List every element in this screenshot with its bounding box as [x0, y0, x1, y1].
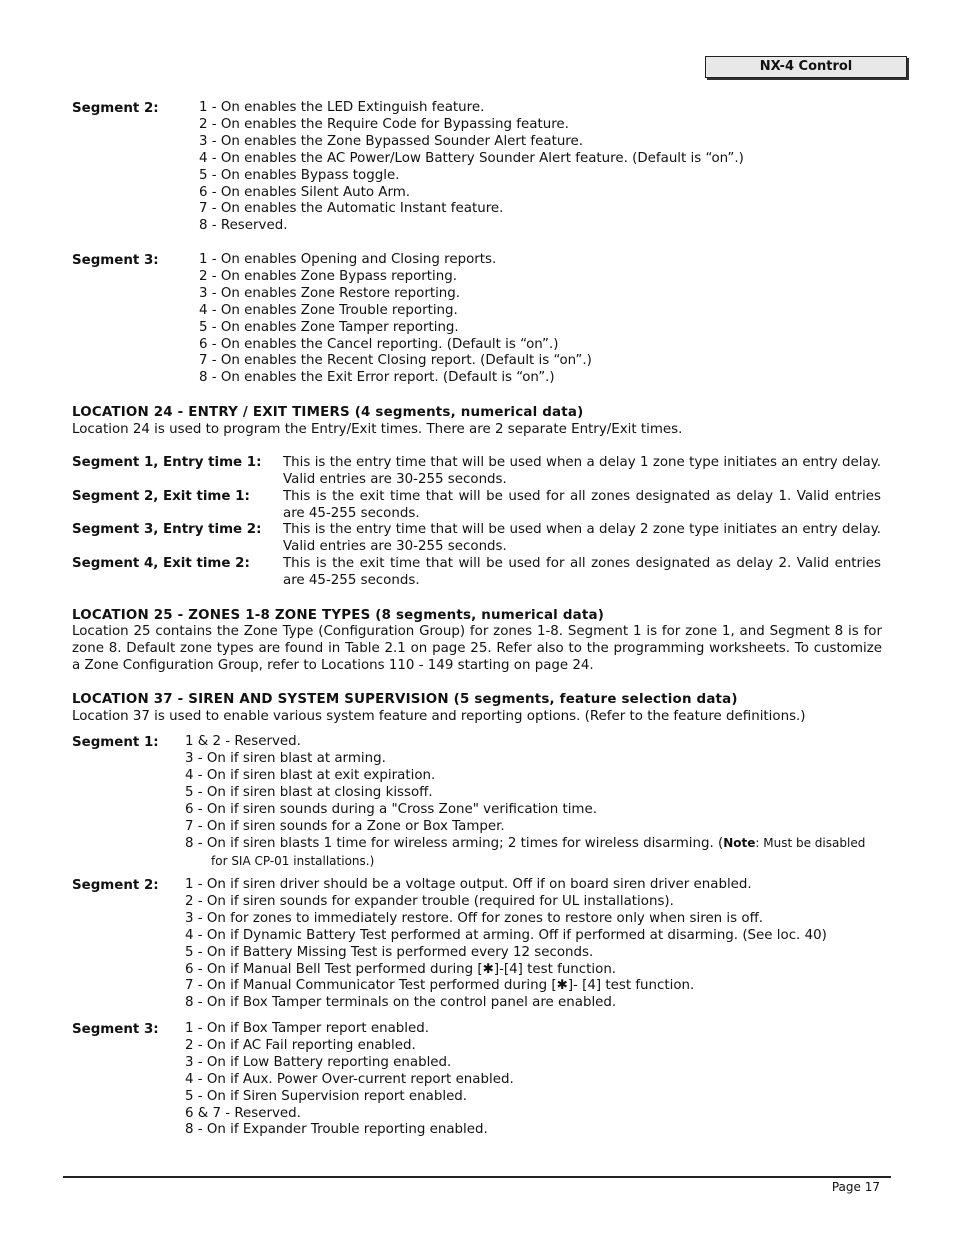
note-label: Note	[723, 836, 756, 851]
list-item: 6 - On if Manual Bell Test performed during [✱]-[4] test function.	[185, 961, 617, 977]
page-number: Page 17	[831, 1180, 880, 1194]
list-item: 4 - On if siren blast at exit expiration.	[185, 767, 436, 783]
list-item: 2 - On enables Zone Bypass reporting.	[199, 268, 458, 284]
footer-divider	[63, 1176, 891, 1178]
list-item: 8 - On if Expander Trouble reporting enabled.	[185, 1122, 488, 1138]
list-item: 3 - On if siren blast at arming.	[185, 750, 386, 766]
list-item	[185, 835, 865, 853]
list-item: 6 - On enables Silent Auto Arm.	[199, 184, 411, 200]
list-item: 2 - On enables the Require Code for Bypassing feature.	[199, 116, 569, 132]
timer-description: This is the entry time that will be used when a delay 2 zone type initiates an entry delay. Valid entries are 30-255 seconds.	[283, 522, 881, 554]
list-item: 4 - On enables Zone Trouble reporting.	[199, 302, 458, 318]
list-item: 4 - On enables the AC Power/Low Battery Sounder Alert feature. (Default is “on”.)	[199, 150, 744, 166]
list-item: 4 - On if Aux. Power Over-current report enabled.	[185, 1071, 514, 1087]
note-text: : Must be disabled	[755, 836, 866, 851]
timer-label: Segment 2, Exit time 1:	[72, 489, 250, 504]
segment-list	[199, 100, 744, 235]
header-title-box: NX-4 Control	[705, 56, 907, 78]
timer-description: This is the entry time that will be used when a delay 1 zone type initiates an entry delay. Valid entries are 30-255 seconds.	[283, 455, 881, 487]
list-item: 8 - On enables the Exit Error report. (Default is “on”.)	[199, 370, 555, 386]
list-item: 5 - On if Siren Supervision report enabled.	[185, 1088, 468, 1104]
segment-label: Segment 3:	[72, 253, 159, 268]
timer-description: This is the exit time that will be used for all zones designated as delay 2. Valid entries are 45-255 seconds.	[283, 556, 881, 588]
list-item: 7 - On enables the Recent Closing report. (Default is “on”.)	[199, 353, 592, 369]
timer-label: Segment 4, Exit time 2:	[72, 556, 250, 571]
list-item: 7 - On if siren sounds for a Zone or Box Tamper.	[185, 818, 505, 834]
list-item: 2 - On if AC Fail reporting enabled.	[185, 1037, 416, 1053]
section-heading: LOCATION 24 - ENTRY / EXIT TIMERS (4 segments, numerical data)	[72, 405, 584, 420]
list-item: 6 - On enables the Cancel reporting. (Default is “on”.)	[199, 336, 559, 352]
list-item: 1 - On if siren driver should be a voltage output. Off if on board siren driver enabled.	[185, 877, 752, 892]
list-item: 3 - On if Low Battery reporting enabled.	[185, 1054, 452, 1070]
list-item: 1 - On enables the LED Extinguish feature.	[199, 100, 485, 115]
list-item: 6 & 7 - Reserved.	[185, 1105, 301, 1121]
list-item: 1 - On enables Opening and Closing reports.	[199, 252, 497, 267]
list-item: 6 - On if siren sounds during a "Cross Zone" verification time.	[185, 801, 597, 817]
section-intro: Location 37 is used to enable various system feature and reporting options. (Refer to the feature definitions.)	[72, 709, 806, 724]
section-intro: Location 24 is used to program the Entry/Exit times. There are 2 separate Entry/Exit times.	[72, 422, 683, 437]
list-item: 2 - On if siren sounds for expander trouble (required for UL installations).	[185, 893, 674, 909]
segment-label: Segment 3:	[72, 1022, 159, 1037]
list-item: 8 - On if Box Tamper terminals on the control panel are enabled.	[185, 995, 617, 1011]
list-item: 1 - On if Box Tamper report enabled.	[185, 1021, 429, 1036]
timer-description: This is the exit time that will be used for all zones designated as delay 1. Valid entries are 45-255 seconds.	[283, 489, 881, 521]
timer-label: Segment 1, Entry time 1:	[72, 455, 262, 470]
list-item: 5 - On if siren blast at closing kissoff.	[185, 784, 433, 800]
list-item: 7 - On enables the Automatic Instant feature.	[199, 201, 504, 217]
list-item: 5 - On enables Zone Tamper reporting.	[199, 319, 459, 335]
segment-list	[199, 252, 592, 387]
segment-label: Segment 2:	[72, 101, 159, 116]
item-text: 8 - On if siren blasts 1 time for wireless arming; 2 times for wireless disarming. (	[185, 836, 724, 852]
list-item: 4 - On if Dynamic Battery Test performed at arming. Off if performed at disarming. (See loc. 40)	[185, 927, 827, 943]
note-continuation: for SIA CP-01 installations.)	[211, 854, 375, 869]
list-item: 1 & 2 - Reserved.	[185, 734, 301, 749]
list-item: 8 - Reserved.	[199, 218, 288, 234]
segment-list	[185, 877, 827, 1012]
section-paragraph: Location 25 contains the Zone Type (Configuration Group) for zones 1-8. Segment 1 is for zone 1, and Segment 8 is for zone 8. Default zone types are found in Table 2.1 on page 25. Refer also to the programming worksheets. To customize a Zone Configuration Group, refer to Locations 110 - 149 starting on page 24.	[72, 624, 882, 673]
list-item: 3 - On enables Zone Restore reporting.	[199, 285, 461, 301]
section-heading: LOCATION 37 - SIREN AND SYSTEM SUPERVISION (5 segments, feature selection data)	[72, 692, 738, 707]
list-item: 7 - On if Manual Communicator Test performed during [✱]- [4] test function.	[185, 978, 695, 994]
list-item: 5 - On enables Bypass toggle.	[199, 167, 400, 183]
list-item: 5 - On if Battery Missing Test is performed every 12 seconds.	[185, 944, 594, 960]
list-item: 3 - On enables the Zone Bypassed Sounder Alert feature.	[199, 133, 584, 149]
timer-label: Segment 3, Entry time 2:	[72, 522, 262, 537]
segment-list	[185, 1021, 514, 1139]
segment-label: Segment 2:	[72, 878, 159, 893]
segment-label: Segment 1:	[72, 735, 159, 750]
segment-list	[185, 734, 865, 871]
section-heading: LOCATION 25 - ZONES 1-8 ZONE TYPES (8 segments, numerical data)	[72, 608, 605, 623]
list-item-continuation	[185, 853, 865, 871]
list-item: 3 - On for zones to immediately restore. Off for zones to restore only when siren is off.	[185, 910, 764, 926]
